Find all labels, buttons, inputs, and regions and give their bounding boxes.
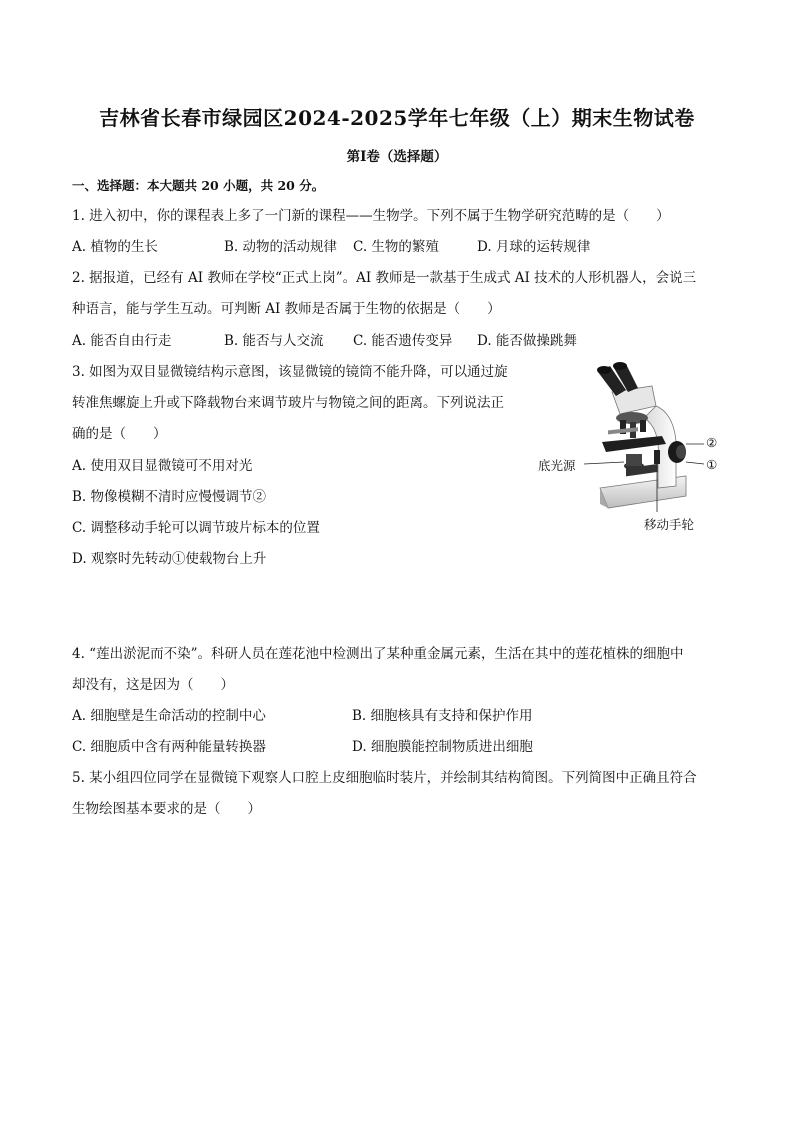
- option-b: B. 细胞核具有支持和保护作用: [352, 708, 533, 724]
- microscope-figure: [536, 362, 726, 534]
- option-d: D. 观察时先转动①使载物台上升: [72, 551, 267, 567]
- question-text-line: 转准焦螺旋上升或下降载物台来调节玻片与物镜之间的距离。下列说法正: [72, 395, 504, 411]
- option-c: C. 细胞质中含有两种能量转换器: [72, 739, 266, 755]
- label-move-wheel: 移动手轮: [644, 517, 695, 532]
- label-bottom-light: 底光源: [538, 458, 576, 473]
- label-1: ①: [706, 457, 718, 472]
- section-heading: 一、选择题：本大题共 20 小题，共 20 分。: [72, 178, 325, 193]
- option-b: B. 动物的活动规律: [224, 239, 338, 255]
- option-c: C. 调整移动手轮可以调节玻片标本的位置: [72, 520, 320, 536]
- question-text-line: 4. “莲出淤泥而不染”。科研人员在莲花池中检测出了某种重金属元素，生活在其中的莲花植株的细胞中: [72, 646, 684, 662]
- option-a: A. 能否自由行走: [72, 333, 172, 349]
- question-text-line: 确的是（ ）: [72, 426, 167, 442]
- option-b: B. 物像模糊不清时应慢慢调节②: [72, 489, 267, 505]
- option-d: D. 能否做操跳舞: [477, 333, 577, 349]
- option-b: B. 能否与人交流: [224, 333, 324, 349]
- option-a: A. 细胞壁是生命活动的控制中心: [72, 708, 266, 724]
- question-text-line: 2. 据报道，已经有 AI 教师在学校“正式上岗”。AI 教师是一款基于生成式 AI 技术的人形机器人，会说三: [72, 270, 697, 286]
- question-text-line: 3. 如图为双目显微镜结构示意图，该显微镜的镜筒不能升降，可以通过旋: [72, 364, 508, 380]
- page-subtitle: 第Ⅰ卷（选择题）: [346, 149, 448, 165]
- microscope-icon: [536, 362, 726, 534]
- label-2: ②: [706, 435, 718, 450]
- option-a: A. 植物的生长: [72, 239, 158, 255]
- option-a: A. 使用双目显微镜可不用对光: [72, 458, 253, 474]
- question-text-line: 5. 某小组四位同学在显微镜下观察人口腔上皮细胞临时装片，并绘制其结构简图。下列简图中正确且符合: [72, 770, 697, 786]
- page-title: 吉林省长春市绿园区2024-2025学年七年级（上）期末生物试卷: [99, 106, 695, 130]
- question-text-line: 种语言，能与学生互动。可判断 AI 教师是否属于生物的依据是（ ）: [72, 301, 501, 317]
- question-text-line: 生物绘图基本要求的是（ ）: [72, 801, 261, 817]
- question-text-line: 却没有，这是因为（ ）: [72, 677, 234, 693]
- option-c: C. 生物的繁殖: [353, 239, 439, 255]
- option-d: D. 细胞膜能控制物质进出细胞: [352, 739, 533, 755]
- option-c: C. 能否遗传变异: [353, 333, 453, 349]
- question-text-line: 1. 进入初中，你的课程表上多了一门新的课程——生物学。下列不属于生物学研究范畴的是（ ）: [72, 208, 670, 224]
- option-d: D. 月球的运转规律: [477, 239, 591, 255]
